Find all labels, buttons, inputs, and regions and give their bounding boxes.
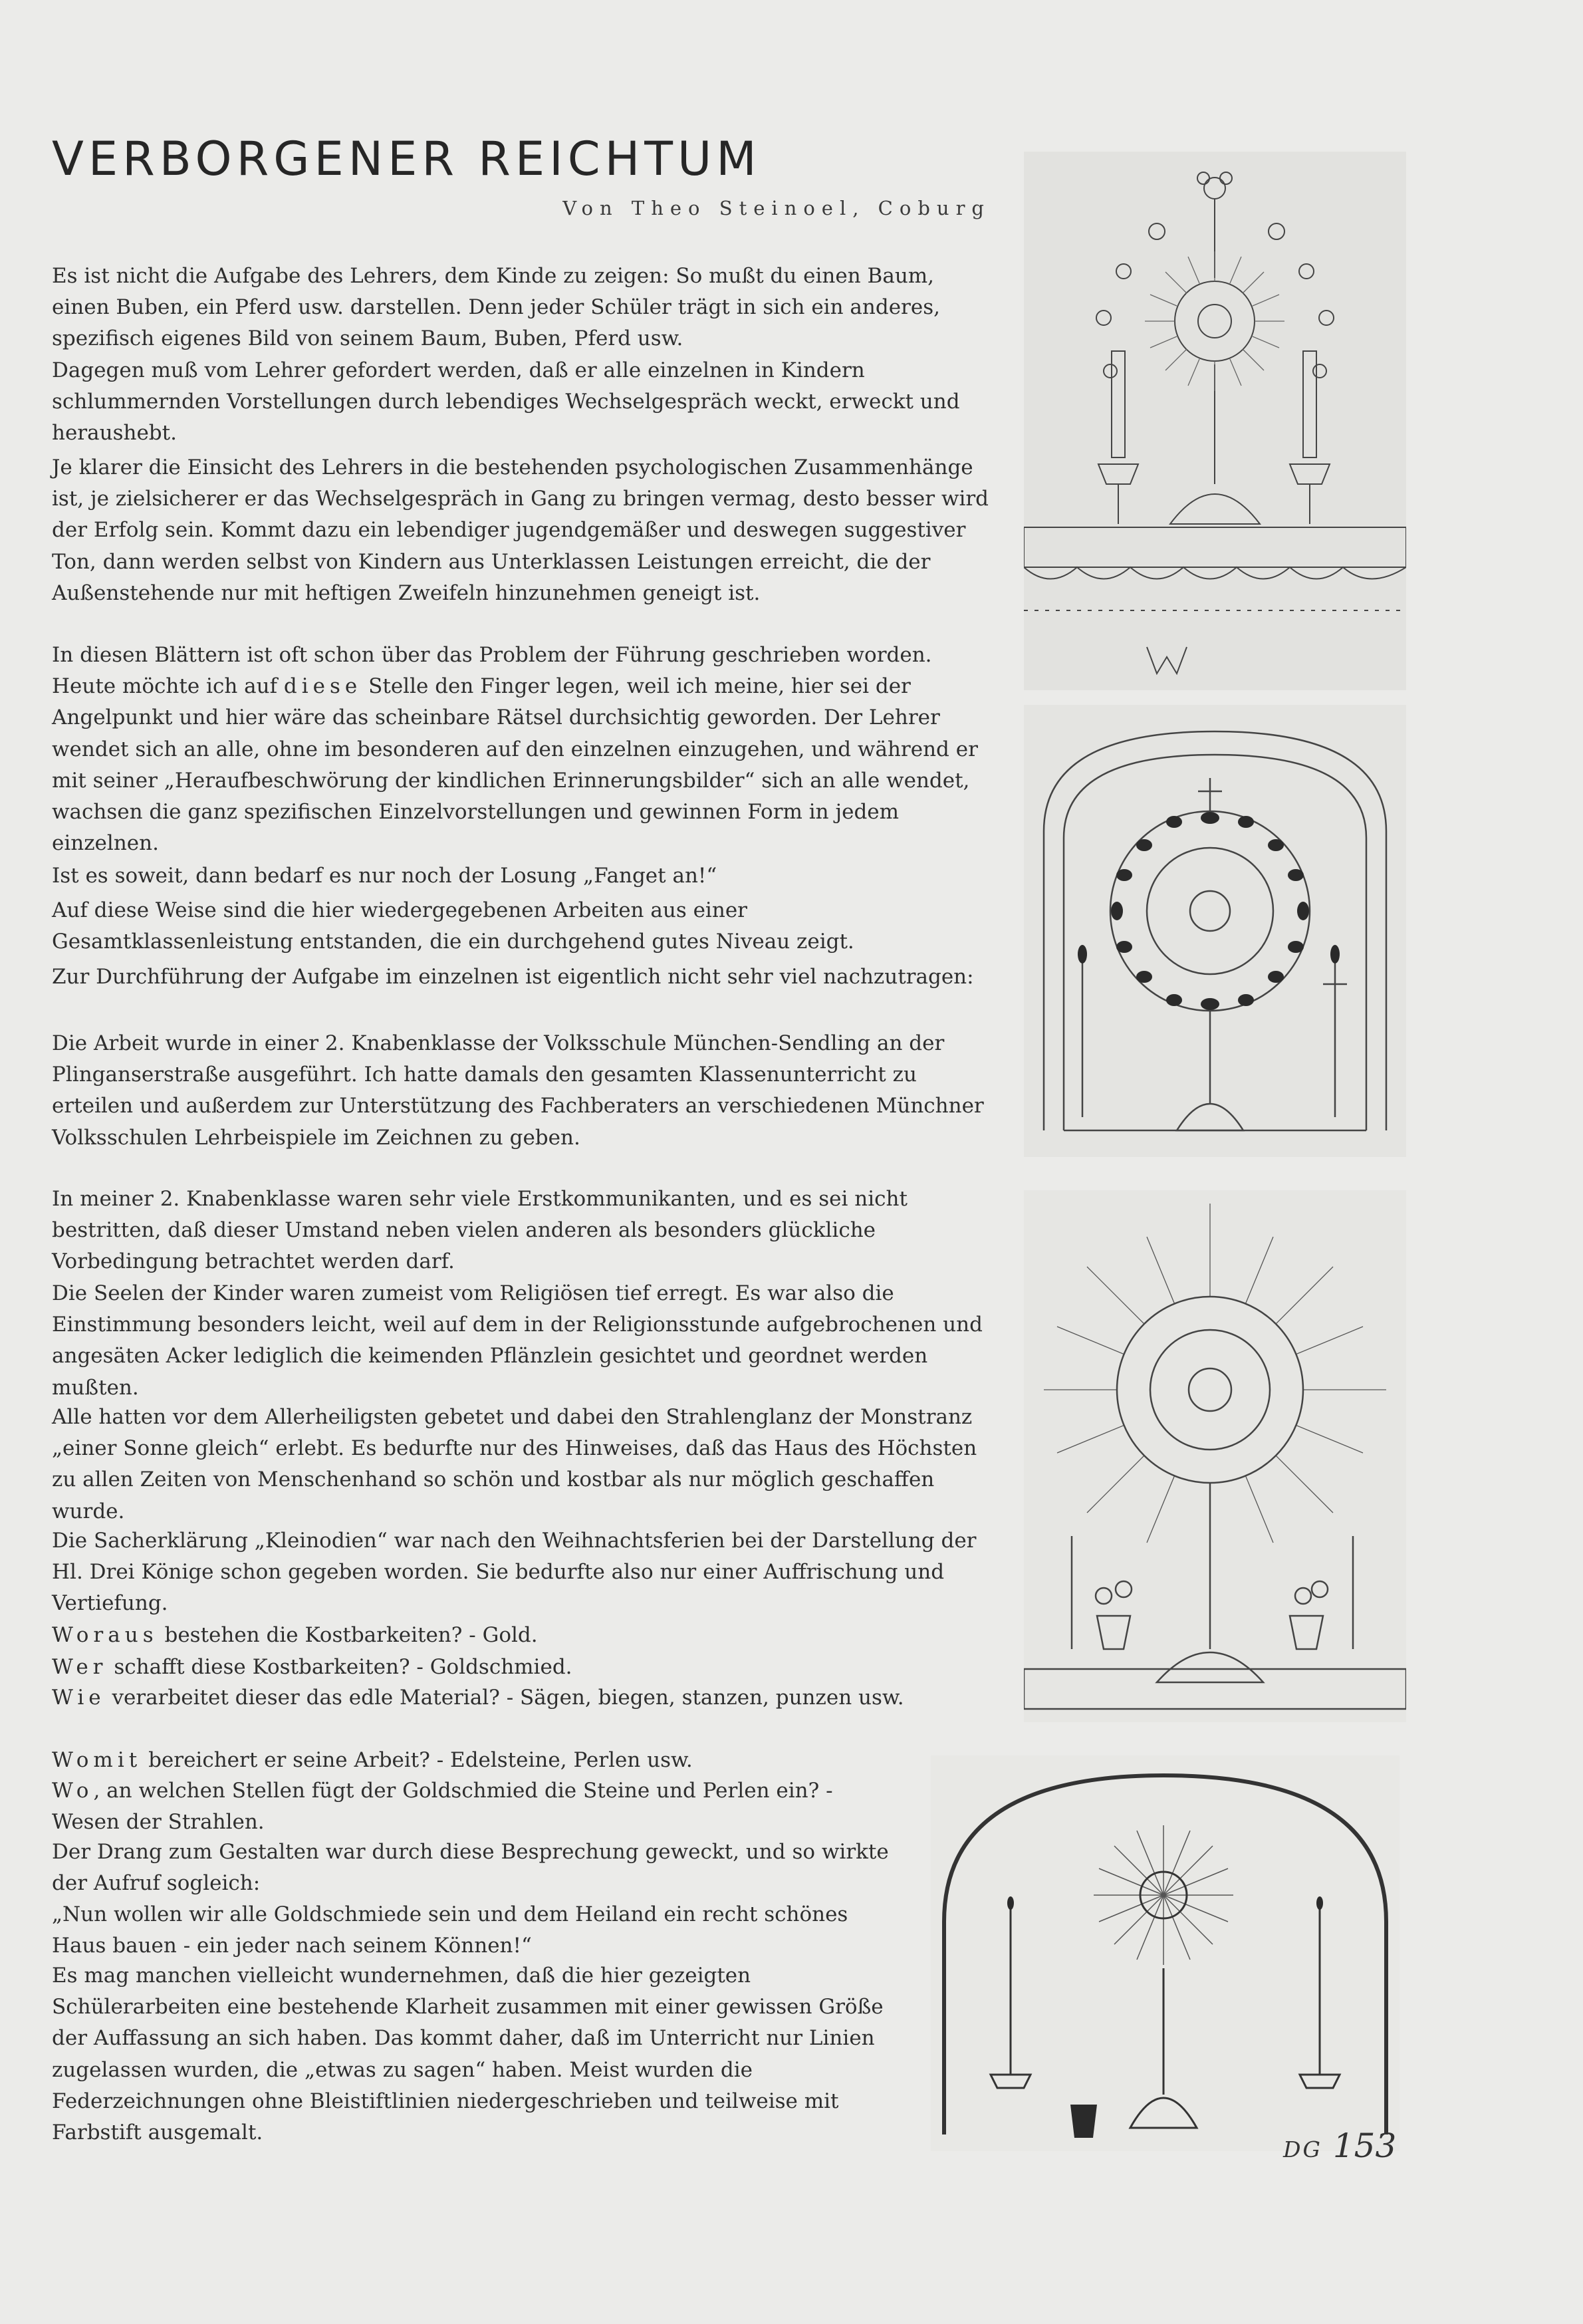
paragraph: Auf diese Weise sind die hier wiedergegebenen Arbeiten aus einer Gesamtklassenleistung entstanden, die ein durchgehend gutes Niveau zeigt. [52,898,854,954]
drawing-monstrance-candles-art [1024,152,1406,690]
emphasis: Wie [52,1686,106,1710]
question-line: Wie verarbeitet dieser das edle Material? - Sägen, biegen, stanzen, punzen usw. [52,1686,904,1710]
question-line: Womit bereichert er seine Arbeit? - Edelsteine, Perlen usw. [52,1748,693,1772]
page-footer [1283,2127,1396,2165]
drawing-floral-arch-art [931,1755,1400,2151]
paragraph: Es ist nicht die Aufgabe des Lehrers, dem Kinde zu zeigen: So mußt du einen Baum, einen Buben, ein Pferd usw. darstellen. Denn jeder Schüler trägt in sich ein anderes, spezifisch eigenes Bild von seinem Baum, Buben, Pferd usw. [52,264,940,351]
paragraph: „Nun wollen wir alle Goldschmiede sein und dem Heiland ein recht schönes Haus bauen - ein jeder nach seinem Können!“ [52,1902,848,1958]
paragraph: In diesen Blättern ist oft schon über das Problem der Führung geschrieben worden. Heute möchte ich auf diese Stelle den Finger legen, weil ich meine, hier sei der Angelpunkt und hier wäre das scheinbare Rätsel durchsichtig geworden. Der Lehrer wendet sich an alle, ohne im besonderen auf den einzelnen einzugehen, und während er mit seiner „Heraufbeschwörung der kindlichen Erinnerungsbilder“ sich an alle wendet, wachsen die ganz spezifischen Einzelvorstellungen und gewinnen Form in jedem einzelnen. [52,643,978,856]
emphasis: Wer [52,1655,108,1679]
question-line: Wer schafft diese Kostbarkeiten? - Goldschmied. [52,1655,572,1679]
paragraph: Der Drang zum Gestalten war durch diese Besprechung geweckt, und so wirkte der Aufruf sogleich: [52,1840,889,1896]
paragraph: Die Arbeit wurde in einer 2. Knabenklasse der Volksschule München-Sendling an der Plinganserstraße ausgeführt. Ich hatte damals den gesamten Klassenunterricht zu erteilen und außerdem zur Unterstützung des Fachberaters an verschiedenen Münchner Volksschulen Lehrbeispiele im Zeichnen zu geben. [52,1031,984,1150]
child-drawing-monstrance-arch [1024,705,1406,1157]
paragraph: Ist es soweit, dann bedarf es nur noch der Losung „Fanget an!“ [52,864,717,888]
paragraph: Es mag manchen vielleicht wundernehmen, daß die hier gezeigten Schülerarbeiten eine bestehende Klarheit zusammen mit einer gewissen Größe der Auffassung an sich haben. Das kommt daher, daß im Unterricht nur Linien zugelassen wurden, die „etwas zu sagen“ haben. Meist wurden die Federzeichnungen ohne Bleistiftlinien niedergeschrieben und teilweise mit Farbstift ausgemalt. [52,1964,884,2145]
child-drawing-monstrance-candles [1024,152,1406,690]
emphasis: Womit [52,1748,142,1772]
emphasis: Wo [52,1779,94,1803]
paragraph: Je klarer die Einsicht des Lehrers in die bestehenden psychologischen Zusammenhänge ist, je zielsicherer er das Wechselgespräch in Gang zu bringen vermag, desto besser wird der Erfolg sein. Kommt dazu ein lebendiger jugendgemäßer und deswegen suggestiver Ton, dann werden selbst von Kindern aus Unterklassen Leistungen erreicht, die der Außenstehende nur mit heftigen Zweifeln hinzunehmen geneigt ist. [52,455,989,605]
article-byline: Von Theo Steinoel, Coburg [562,197,991,219]
paragraph: Zur Durchführung der Aufgabe im einzelnen ist eigentlich nicht sehr viel nachzutragen: [52,965,974,989]
child-drawing-radiant-monstrance [1024,1190,1406,1722]
emphasis: Woraus [52,1623,158,1647]
child-drawing-floral-arch [931,1755,1400,2151]
paragraph: Alle hatten vor dem Allerheiligsten gebetet und dabei den Strahlenglanz der Monstranz „einer Sonne gleich“ erlebt. Es bedurfte nur des Hinweises, daß das Haus des Höchsten zu allen Zeiten von Menschenhand so schön und kostbar als nur möglich geschaffen wurde. [52,1405,977,1523]
article-title: VERBORGENER REICHTUM [52,132,761,186]
drawing-monstrance-arch-art [1024,705,1406,1157]
question-line: Wo, an welchen Stellen fügt der Goldschmied die Steine und Perlen ein? - Wesen der Strahlen. [52,1779,833,1835]
paragraph: Dagegen muß vom Lehrer gefordert werden, daß er alle einzelnen in Kindern schlummernden Vorstellungen durch lebendiges Wechselgespräch weckt, erweckt und heraushebt. [52,358,960,446]
question-line: Woraus bestehen die Kostbarkeiten? - Gold. [52,1623,538,1647]
page-number: 153 [1332,2127,1397,2165]
emphasis: diese [283,674,362,699]
paragraph: In meiner 2. Knabenklasse waren sehr viele Erstkommunikanten, und es sei nicht bestritten, daß dieser Umstand neben vielen anderen als besonders glückliche Vorbedingung betrachtet werden darf. [52,1187,908,1274]
drawing-radiant-monstrance-art [1024,1190,1406,1722]
paragraph: Die Seelen der Kinder waren zumeist vom Religiösen tief erregt. Es war also die Einstimmung besonders leicht, weil auf dem in der Religionsstunde aufgebrochenen und angesäten Acker lediglich die keimenden Pflänzlein gesichtet und geordnet werden mußten. [52,1281,983,1400]
paragraph: Die Sacherklärung „Kleinodien“ war nach den Weihnachtsferien bei der Darstellung der Hl. Drei Könige schon gegeben worden. Sie bedurfte also nur einer Auffrischung und Vertiefung. [52,1529,977,1616]
magazine-abbrev: DG [1283,2136,1322,2162]
